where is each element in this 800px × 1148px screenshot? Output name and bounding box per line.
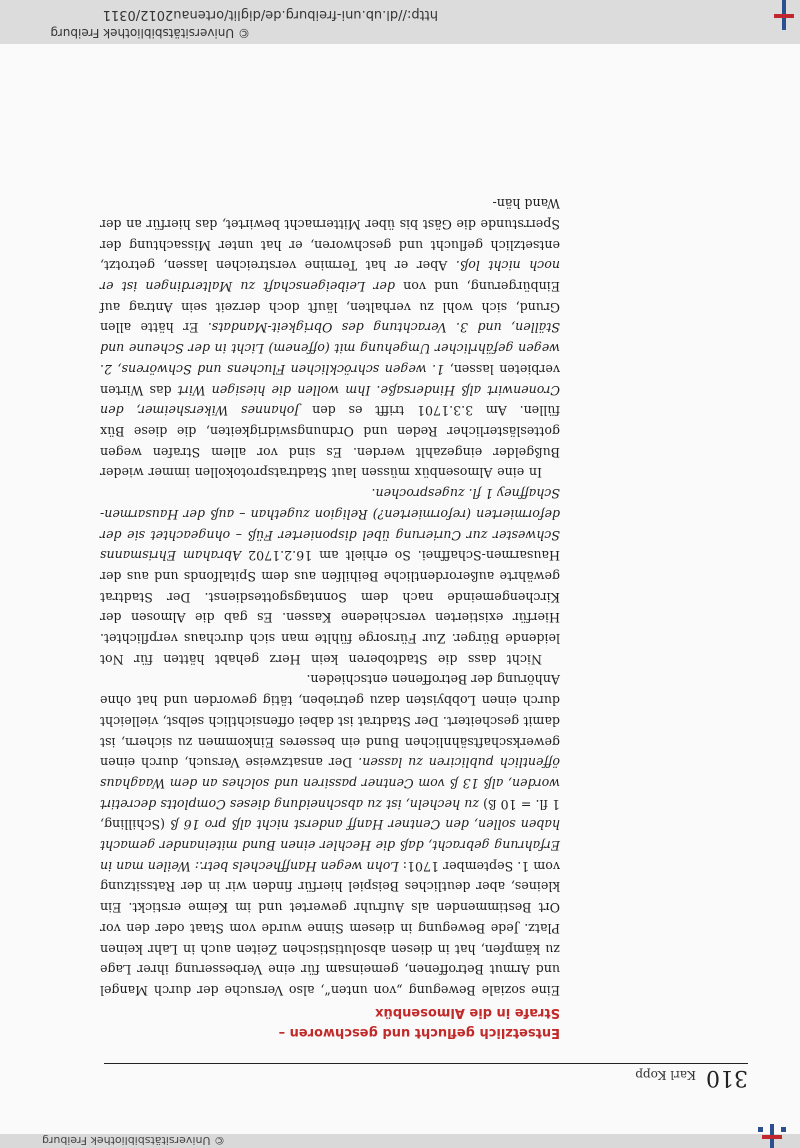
heading-line-2: Strafe in die Almosenbüx bbox=[375, 1005, 560, 1020]
page-number: 310 bbox=[706, 1065, 748, 1090]
footer-copyright: © Universitätsbibliothek Freiburg bbox=[50, 26, 250, 40]
paragraph: Eine soziale Bewegung „von unten“, also Versuche der durch Mangel und Armut Betroffenen, gemeinsam für eine Verbesserung ihrer Lage zu kämpfen, hat in diesen absolutistischen Zeiten auch in Lahr keinen Platz. Jede Bewegung in diesem Sinne wurde vom Staat oder den vor Ort Bestimmenden als Aufruhr gewertet und im Keime erstickt. Ein kleines, aber deutliches Beispiel hierfür finden wir in der Ratssitzung vom 1. September 1701: Lohn wegen Hanffhechels betr.: Weilen man in Erfahrung gebracht, daß die Hechler einen Bund miteinander gemacht haben sollen, den Centner Hanff anderst nicht alß pro 16 ß (Schilling, 1 fl. = 10 ß) zu hecheln, ist zu abschneidung dieses Complotts decretirt worden, alß 13 ß vom Centner passiren und solches an dem Waaghaus öffentlich publiciren zu lassen. Der ansatzweise Versuch, durch einen gewerkschaftsähnlichen Bund ein besseres Einkommen zu sichern, ist damit gescheitert. Der Stadtrat ist dabei offensichtlich selbst, vielleicht durch einen Lobbyisten dazu getrieben, tätig geworden und hat ohne Anhörung der Betroffenen entschieden. bbox=[100, 672, 560, 998]
university-logo-icon bbox=[760, 6, 800, 30]
heading-line-1: Entsetzlich geflucht und geschworen – bbox=[278, 1025, 560, 1040]
page-header bbox=[104, 1063, 748, 1090]
library-bar-text: © Universitätsbibliothek Freiburg bbox=[42, 1134, 225, 1147]
footer-bar bbox=[0, 0, 800, 44]
library-bar bbox=[0, 1134, 800, 1148]
paragraph: In eine Almosenbüx müssen laut Stadtratsprotokollen immer wieder Bußgelder eingezahlt werden. Es sind vor allem Strafen wegen gotteslästerlicher Reden und Ordnungswidrigkeiten, die diese Büx füllen. Am 3.3.1701 trifft es den Johannes Wikersheimer, den Cronenwirt alß Hindersaße. Ihm wollen die hiesigen Wirt das Wirten verbieten lassen, 1. wegen schröcklichen Fluchens und Schwörens, 2. wegen gefährlicher Umgehung mit (offenem) Licht in der Scheune und Ställen, und 3. Verachtung des Obrigkeit-Mandats. Er hätte allen Grund, sich wohl zu verhalten, läuft doch derzeit sein Antrag auf Einbürgerung, und von der Leibeigenschaft zu Malterdingen ist er noch nicht loß. Aber er hat Termine verstreichen lassen, getrotzt, entsetzlich geflucht und geschworen, er hat unter Missachtung der Sperrstunde die Gäst bis über Mitternacht bewirtet, das hierfür an der Wand hän- bbox=[99, 196, 560, 481]
author-name: Karl Kopp bbox=[635, 1068, 696, 1082]
body-text bbox=[100, 193, 560, 1000]
footer-url[interactable]: http://dl.ub.uni-freiburg.de/diglit/ortenau2012/0311 bbox=[102, 7, 438, 22]
paragraph: Nicht dass die Stadtoberen kein Herz gehabt hätten für Not leidende Bürger. Zur Fürsorge fühlte man sich durchaus verpflichtet. Hierfür existierten verschiedene Kassen. Es gab die Almosen der Kirchengemeinde nach dem Sonntagsgottesdienst. Der Stadtrat gewährte außerordentliche Beihilfen aus dem Spitalfonds und aus der Hausarmen-Schaffnei. So erhielt am 16.2.1702 Abraham Ehrismanns Schwester zur Curierung übel disponierter Füß – ohngeachtet sie der deformierten (reformierten?) Religion zugethan – auß der Hausarmen-Schaffney 1 fl. zugesprochen. bbox=[100, 486, 560, 667]
university-logo-icon bbox=[752, 1124, 792, 1148]
section-heading bbox=[100, 1002, 560, 1042]
